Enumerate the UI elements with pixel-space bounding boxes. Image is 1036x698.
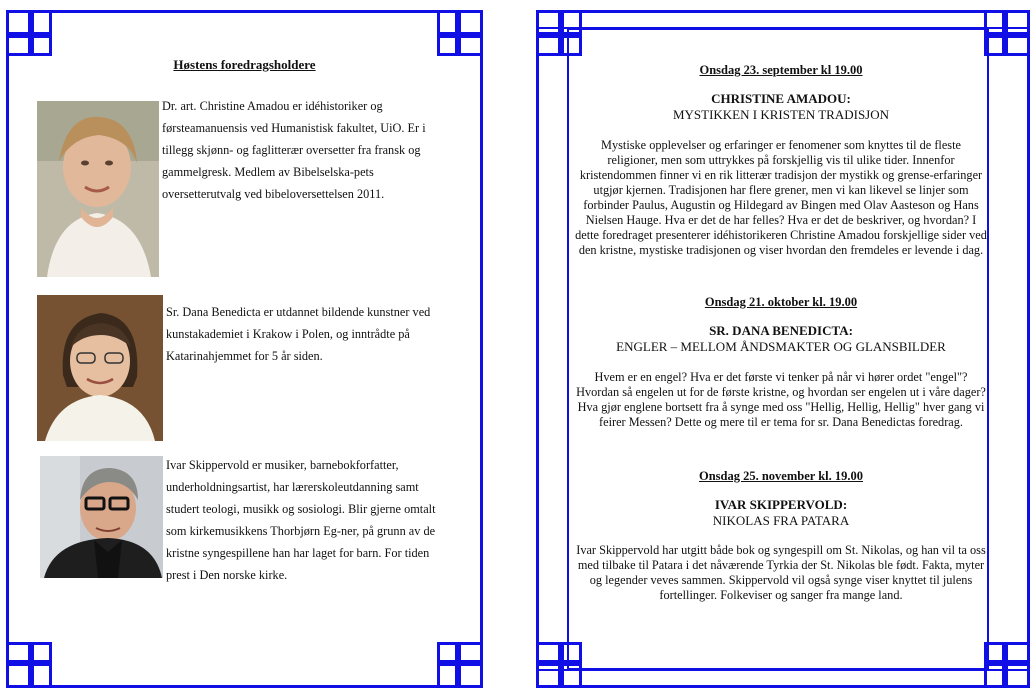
speaker-bio: Dr. art. Christine Amadou er idéhistoriker og førsteamanuensis ved Humanistisk fakultet, UiO. Er i tillegg skjønn- og faglitterær oversetter fra fransk og gammelgresk. Medlem av Bibelselska-pets oversetterutvalg ved bibeloversettelsen 2011. (162, 99, 426, 201)
corner-ornament-bottom-right (984, 642, 1030, 688)
event-date: Onsdag 23. september kl 19.00 (699, 63, 863, 77)
corner-ornament-top-right (437, 10, 483, 56)
corner-ornament-bottom-left (536, 642, 582, 688)
speaker-photo (37, 101, 159, 277)
page-title: Høstens foredragsholdere (173, 57, 316, 72)
event-speaker: SR. DANA BENEDICTA: (709, 323, 853, 338)
inner-rule-bottom (539, 669, 1027, 671)
event-date: Onsdag 25. november kl. 19.00 (698, 469, 864, 483)
event-entry (575, 295, 987, 430)
corner-ornament-bottom-left (6, 642, 52, 688)
event-topic: MYSTIKKEN I KRISTEN TRADISJON (672, 107, 890, 122)
corner-ornament-top-right (984, 10, 1030, 56)
speaker-photo (37, 295, 163, 441)
speaker-bio: Sr. Dana Benedicta er utdannet bildende kunstner ved kunstakademiet i Krakow i Polen, og inntrådte på Katarinahjemmet for 5 år siden. (166, 305, 431, 363)
corner-ornament-bottom-right (437, 642, 483, 688)
event-entry (575, 63, 987, 258)
event-topic: NIKOLAS FRA PATARA (712, 513, 850, 528)
event-description: Ivar Skippervold har utgitt både bok og syngespill om St. Nikolas, og han vil ta oss med tilbake til Patara i det nåværende Tyrkia der St. Nikolas ble født. Fakta, myter og legender veves sammen. Skippervold vil også synge viser knyttet til julens fortellinger. Folkeviser og sanger fra mange land. (576, 543, 986, 602)
event-description: Hvem er en engel? Hva er det første vi tenker på når vi hører ordet "engel"? Hvordan så engelen ut for de første kristne, og hvordan ser engelen ut i våre dager? Hva gjør englene bortsett fra å synge med oss "Hellig, Hellig, Hellig" hver gang vi feirer Messen? Dette og mere til er tema for sr. Dana Benedictas foredrag. (576, 370, 986, 429)
corner-ornament-top-left (536, 10, 582, 56)
speaker-photo (40, 456, 163, 578)
speaker-bio: Ivar Skippervold er musiker, barnebokforfatter, underholdningsartist, har lærerskoleutdanning samt studert teologi, musikk og sosiologi. Blir gjerne omtalt som kirkemusikkens Thorbjørn Eg-ner, på grunn av de kristne syngespillene han har laget for barn. For tiden prest i Den norske kirke. (166, 458, 436, 582)
event-speaker: CHRISTINE AMADOU: (711, 91, 851, 106)
event-description: Mystiske opplevelser og erfaringer er fenomener som knyttes til de fleste religioner, men som uttrykkes på forskjellig vis til ulike tider. Innenfor kristendommen finner vi en rik litterær tradisjon der mystikk og grense-erfaringer utgjør kjernen. Tradisjonen har flere grener, men vi kan likevel se linjer som forbinder Paulus, Augustin og Hildegard av Bingen med Olav Aasteson og Hans Nielsen Hauge. Hva er det de har felles? Hva er det de beskriver, og hvordan? I dette foredraget presenterer idéhistorikeren Christine Amadou forskjellige sider ved den kristne, mystiske tradisjonen og viser hvordan den fremdeles er levende i dag. (575, 138, 987, 257)
event-topic: ENGLER – MELLOM ÅNDSMAKTER OG GLANSBILDER (616, 339, 946, 354)
event-speaker: IVAR SKIPPERVOLD: (714, 497, 848, 512)
right-page (536, 10, 1030, 688)
inner-rule-top (539, 27, 1027, 29)
left-page (6, 10, 483, 688)
corner-ornament-top-left (6, 10, 52, 56)
event-entry (575, 469, 987, 603)
event-date: Onsdag 21. oktober kl. 19.00 (704, 295, 858, 309)
